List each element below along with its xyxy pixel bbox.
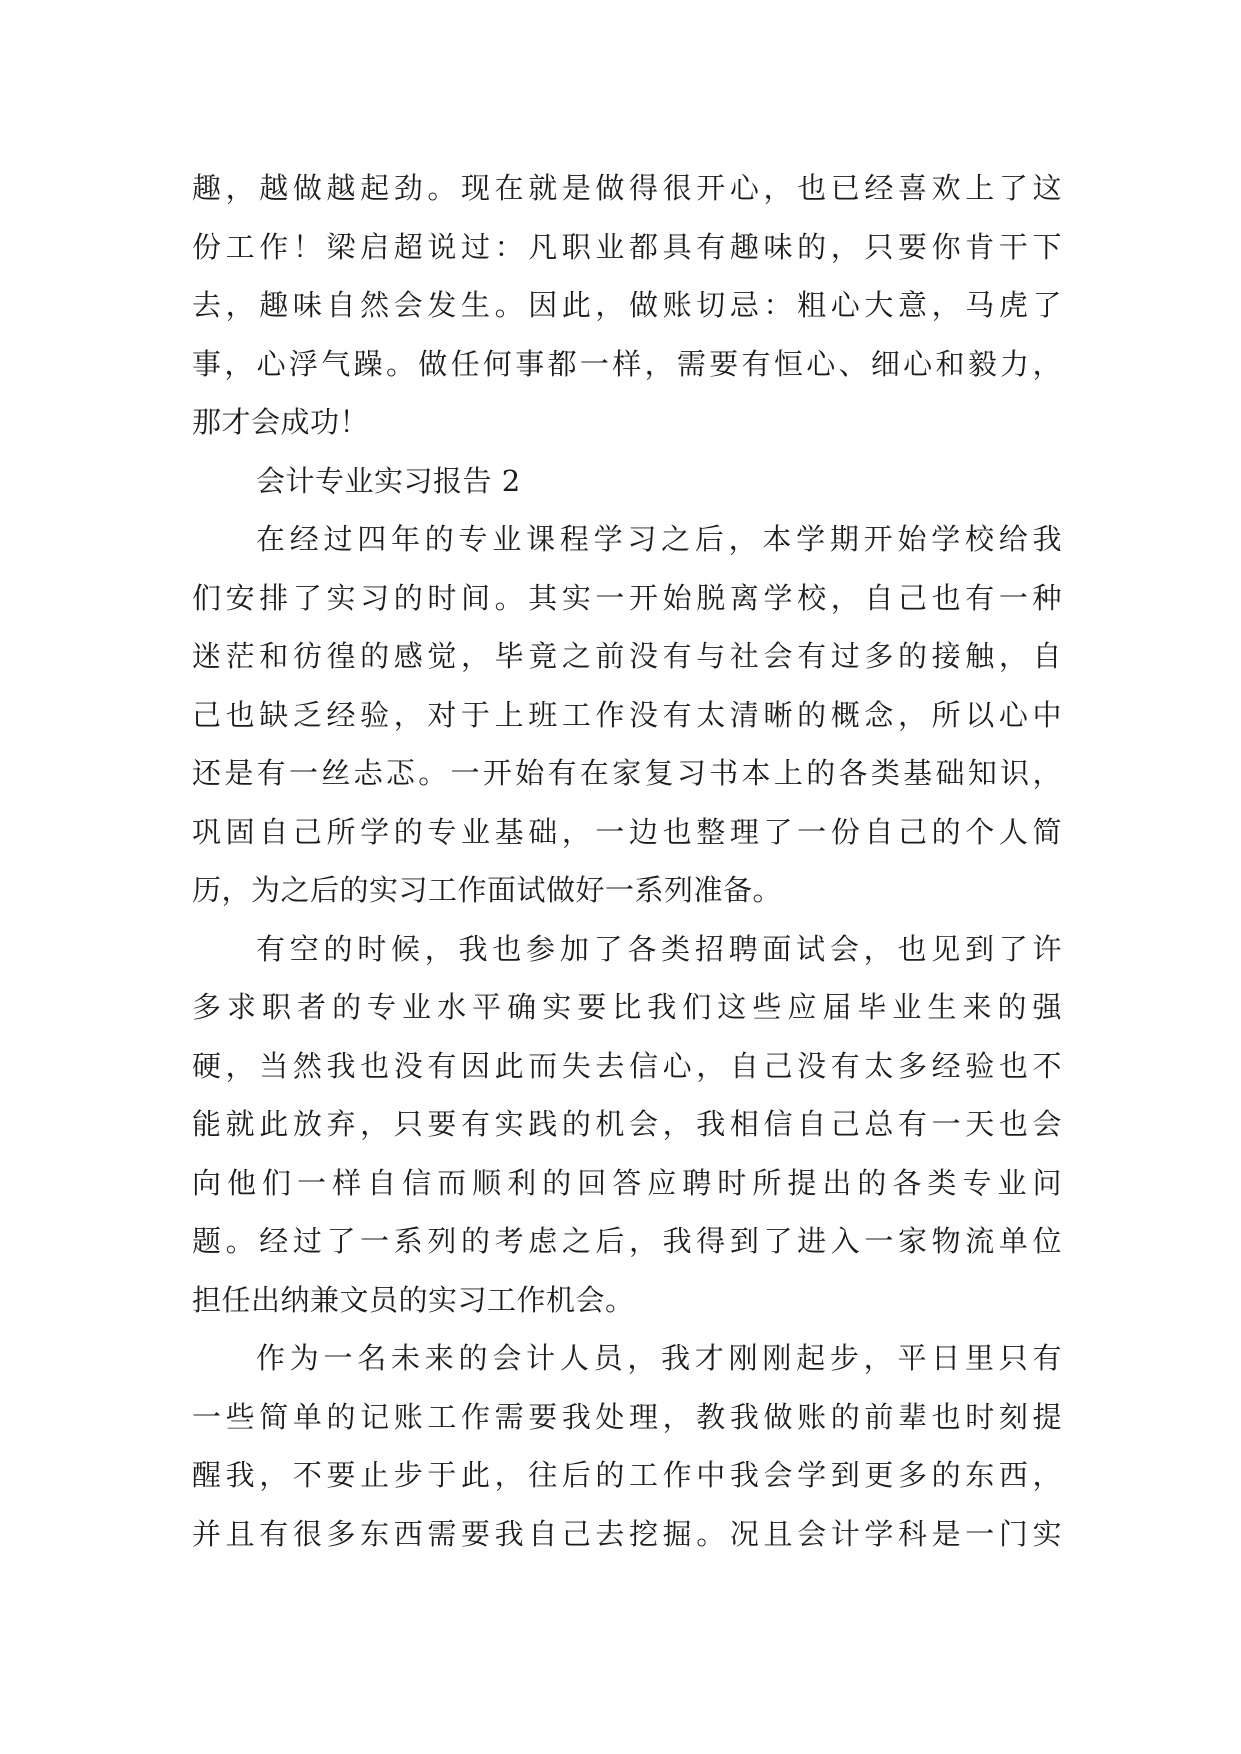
text-line: 题。经过了一系列的考虑之后，我得到了进入一家物流单位: [192, 1224, 1062, 1258]
text-line: 作为一名未来的会计人员，我才刚刚起步，平日里只有: [256, 1341, 1062, 1375]
text-line: 担任出纳兼文员的实习工作机会。: [192, 1282, 635, 1317]
text-line: 事，心浮气躁。做任何事都一样，需要有恒心、细心和毅力，: [192, 346, 1062, 381]
text-line: 在经过四年的专业课程学习之后，本学期开始学校给我: [256, 522, 1062, 556]
text-line: 向他们一样自信而顺利的回答应聘时所提出的各类专业问: [192, 1165, 1062, 1200]
text-line: 巩固自己所学的专业基础，一边也整理了一份自己的个人简: [192, 814, 1062, 849]
text-line: 那才会成功！: [192, 405, 370, 439]
text-line: 还是有一丝忐忑。一开始有在家复习书本上的各类基础知识，: [192, 756, 1062, 790]
section-heading: 会计专业实习报告 2: [256, 463, 521, 498]
paragraph: [192, 1329, 1062, 1563]
text-line: 硬，当然我也没有因此而失去信心，自己没有太多经验也不: [192, 1048, 1062, 1083]
paragraph: [192, 510, 1062, 920]
text-line: 趣，越做越起劲。现在就是做得很开心，也已经喜欢上了这: [192, 171, 1062, 205]
text-line: 们安排了实习的时间。其实一开始脱离学校，自己也有一种: [192, 580, 1062, 615]
document-body: [192, 159, 1062, 1563]
text-line: 份工作！梁启超说过：凡职业都具有趣味的，只要你肯干下: [192, 229, 1062, 264]
text-line: 能就此放弃，只要有实践的机会，我相信自己总有一天也会: [192, 1107, 1062, 1141]
text-line: 醒我，不要止步于此，往后的工作中我会学到更多的东西，: [192, 1458, 1062, 1492]
text-line: 己也缺乏经验，对于上班工作没有太清晰的概念，所以心中: [192, 697, 1062, 732]
text-line: 并且有很多东西需要我自己去挖掘。况且会计学科是一门实: [192, 1516, 1062, 1551]
paragraph: [192, 159, 1062, 452]
text-line: 有空的时候，我也参加了各类招聘面试会，也见到了许: [256, 931, 1062, 966]
text-line: 去，趣味自然会发生。因此，做账切忌：粗心大意，马虎了: [192, 288, 1062, 322]
text-line: 一些简单的记账工作需要我处理，教我做账的前辈也时刻提: [192, 1399, 1062, 1434]
paragraph: [192, 920, 1062, 1330]
text-line: 历，为之后的实习工作面试做好一系列准备。: [192, 873, 783, 907]
text-line: 多求职者的专业水平确实要比我们这些应届毕业生来的强: [192, 990, 1062, 1024]
text-line: 迷茫和彷徨的感觉，毕竟之前没有与社会有过多的接触，自: [192, 639, 1062, 673]
